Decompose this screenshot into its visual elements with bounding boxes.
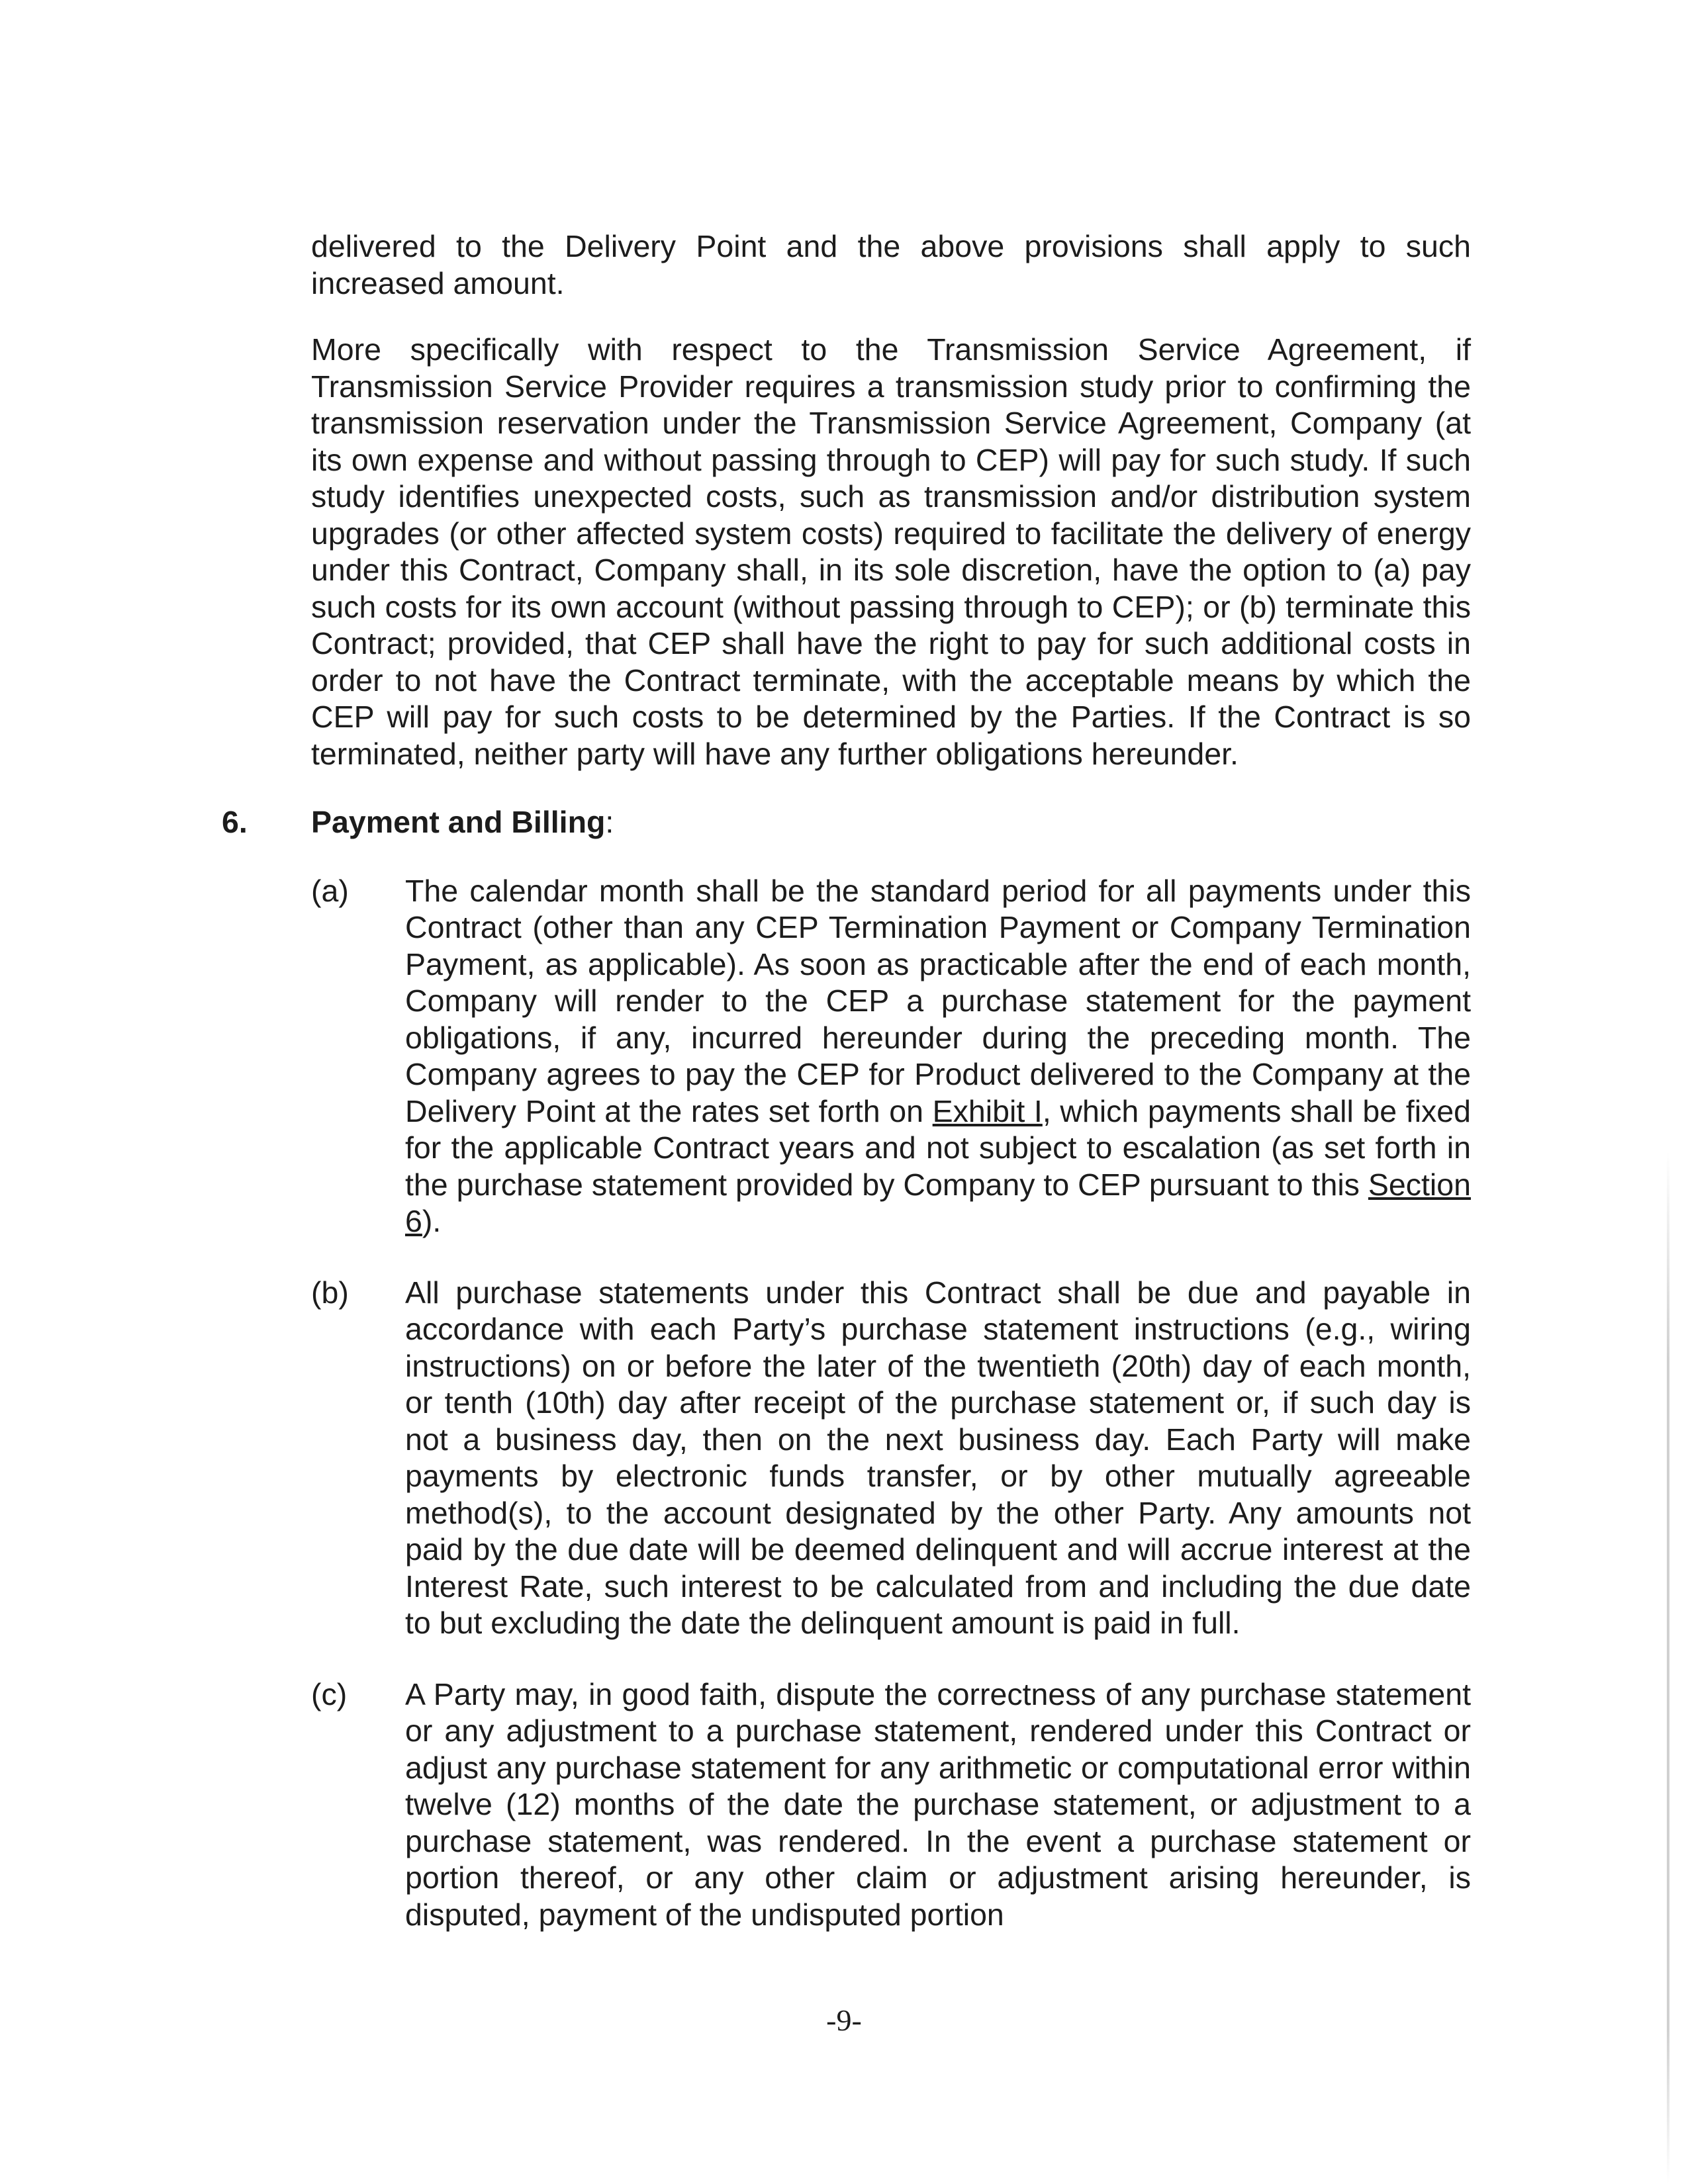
item-label-a: (a) (311, 873, 349, 908)
item-text-c: A Party may, in good faith, dispute the correctness of any purchase statement or any adjustment to a purchase statement, rendered under this Contract or adjust any purchase statement for any arithmetic or computational error within twelve (12) months of the date the purchase statement, or adjustment to a purchase statement, was rendered. In the event a purchase statement or portion thereof, or any other claim or adjustment arising hereunder, is disputed, payment of the undisputed portion (405, 1676, 1471, 1932)
item-text-a (405, 873, 1471, 1240)
item-text-b: All purchase statements under this Contract shall be due and payable in accordance with each Party’s purchase statement instructions (e.g., wiring instructions) on or before the later of the twentieth (20th) day of each month, or tenth (10th) day after receipt of the purchase statement or, if such day is not a business day, then on the next business day. Each Party will make payments by electronic funds transfer, or by other mutually agreeable method(s), to the account designated by the other Party. Any amounts not paid by the due date will be deemed delinquent and will accrue interest at the Interest Rate, such interest to be calculated from and including the due date to but excluding the date the delinquent amount is paid in full. (405, 1275, 1471, 1640)
item-label-c: (c) (311, 1676, 348, 1711)
item-a-text-part-2: , which payments shall be fixed for the applicable Contract years and not subject to escalation (as set forth in the purchase statement provided by Company to CEP pursuant to this (405, 1093, 1471, 1202)
exhibit-i-link[interactable]: Exhibit I (932, 1093, 1043, 1128)
item-a-text-part-3: ). (422, 1204, 442, 1238)
list-item-a (311, 873, 1471, 1240)
intro-paragraph: delivered to the Delivery Point and the above provisions shall apply to such increased amount. (311, 229, 1471, 300)
section-6-link[interactable]: Section 6 (405, 1167, 1471, 1238)
section-title-wrapper (311, 804, 614, 841)
page-number: -9- (826, 2003, 862, 2037)
item-label-b: (b) (311, 1275, 349, 1310)
scan-edge-line (1667, 1152, 1669, 2184)
section-number: 6. (222, 805, 248, 839)
list-item-c (311, 1676, 1471, 1934)
transmission-paragraph: More specifically with respect to the Transmission Service Agreement, if Transmission Service Provider requires a transmission study prior to confirming the transmission reservation under the Transmission Service Agreement, Company (at its own expense and without passing through to CEP) will pay for such study. If such study identifies unexpected costs, such as transmission and/or distribution system upgrades (or other affected system costs) required to facilitate the delivery of energy under this Contract, Company shall, in its sole discretion, have the option to (a) pay such costs for its own account (without passing through to CEP); or (b) terminate this Contract; provided, that CEP shall have the right to pay for such additional costs in order to not have the Contract terminate, with the acceptable means by which the CEP will pay for such costs to be determined by the Parties. If the Contract is so terminated, neither party will have any further obligations hereunder. (311, 332, 1471, 771)
section-title-colon: : (605, 805, 614, 839)
section-heading (222, 804, 1471, 841)
item-a-text-part-1: The calendar month shall be the standard period for all payments under this Contract (other than any CEP Termination Payment or Company Termination Payment, as applicable). As soon as practicable after the end of each month, Company will render to the CEP a purchase statement for the payment obligations, if any, incurred hereunder during the preceding month. The Company agrees to pay the CEP for Product delivered to the Company at the Delivery Point at the rates set forth on (405, 873, 1471, 1128)
section-title: Payment and Billing (311, 805, 606, 839)
document-body (222, 228, 1471, 1968)
list-item-b (311, 1275, 1471, 1642)
